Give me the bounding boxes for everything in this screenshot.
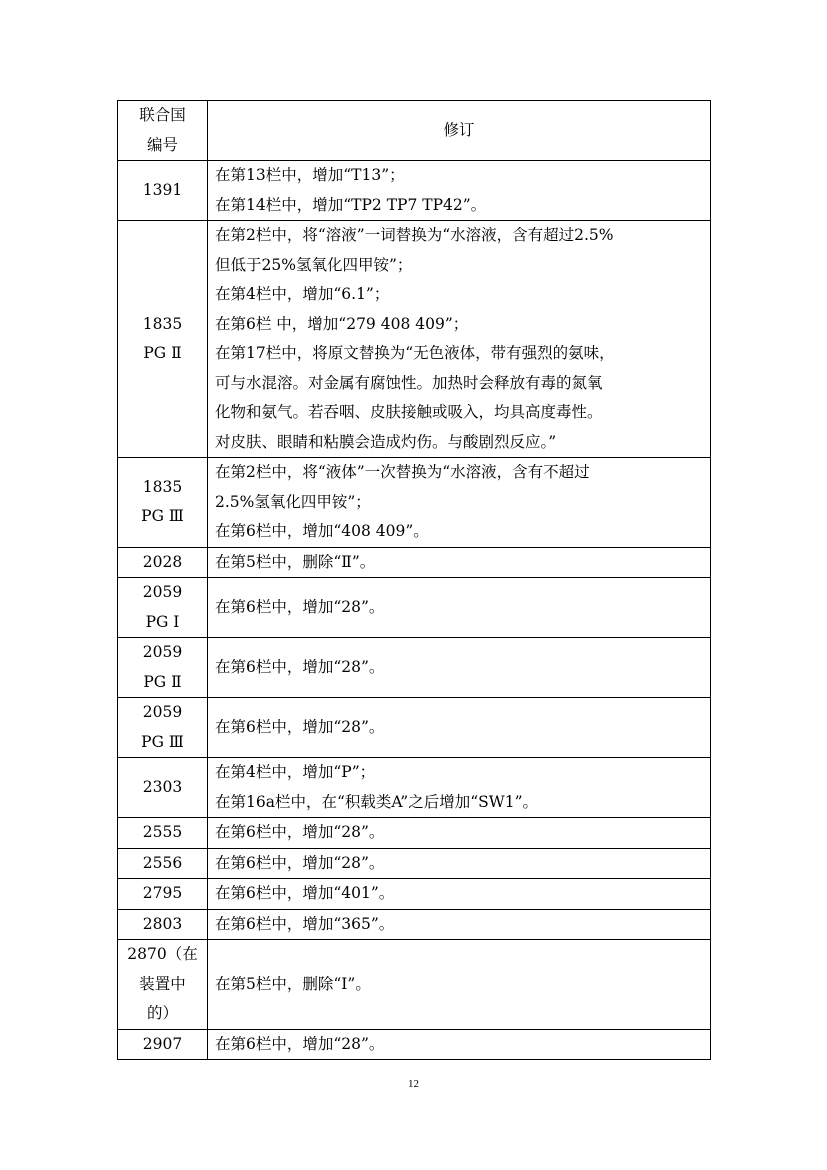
revision-line: 在第6栏 中，增加“279 408 409”； <box>215 314 469 333</box>
revision-line: 在第6栏中，增加“365”。 <box>215 914 395 933</box>
revision-cell <box>208 879 711 910</box>
un-number-line: 1391 <box>142 180 183 199</box>
revision-line: 在第6栏中，增加“408 409”。 <box>215 522 429 540</box>
un-number-cell <box>118 698 208 758</box>
un-number-line: 2870（在 <box>127 945 198 963</box>
un-number-cell <box>118 458 208 548</box>
revision-line: 在第5栏中，删除“Ⅱ”。 <box>215 552 376 571</box>
table-row <box>118 458 711 548</box>
un-number-line: 2907 <box>142 1034 183 1053</box>
revision-line: 在第2栏中，将“溶液”一词替换为“水溶液，含有超过2.5% <box>215 226 614 244</box>
header-revision: 修订 <box>208 101 711 161</box>
un-number-line: PG Ⅲ <box>141 732 184 751</box>
un-number-line: 的） <box>146 1004 178 1022</box>
un-number-cell <box>118 879 208 910</box>
revision-line: 在第14栏中，增加“TP2 TP7 TP42”。 <box>215 195 487 214</box>
table-row <box>118 818 711 849</box>
revision-cell <box>208 1029 711 1060</box>
revision-cell <box>208 458 711 548</box>
revision-cell <box>208 221 711 458</box>
un-number-cell <box>118 638 208 698</box>
table-row <box>118 1029 711 1060</box>
un-number-line: 2303 <box>142 777 183 796</box>
un-number-cell <box>118 221 208 458</box>
revision-line: 在第5栏中，删除“Ⅰ”。 <box>215 974 371 993</box>
page-number: 12 <box>408 1078 419 1090</box>
revision-cell <box>208 818 711 849</box>
table-row <box>118 940 711 1030</box>
table-row <box>118 909 711 940</box>
un-number-line: 2028 <box>142 552 183 571</box>
table-row <box>118 698 711 758</box>
revision-line: 在第6栏中，增加“28”。 <box>215 1034 385 1053</box>
un-number-line: 2059 <box>142 583 183 601</box>
revision-line: 在第6栏中，增加“28”。 <box>215 717 385 736</box>
un-number-line: 1835 <box>142 314 183 333</box>
table-row <box>118 638 711 698</box>
revision-line: 对皮肤、眼睛和粘膜会造成灼伤。与酸剧烈反应。” <box>215 432 557 451</box>
revision-cell <box>208 940 711 1030</box>
table-row <box>118 161 711 221</box>
un-number-cell <box>118 1029 208 1060</box>
revision-line: 在第6栏中，增加“28”。 <box>215 657 385 676</box>
table-header-row <box>118 101 711 161</box>
revision-line: 在第17栏中，将原文替换为“无色液体，带有强烈的氨味， <box>215 344 615 362</box>
header-un-number-line: 联合国 <box>139 106 186 124</box>
revision-line: 在第6栏中，增加“28”。 <box>215 823 385 841</box>
table-row <box>118 547 711 578</box>
un-number-line: 2795 <box>142 884 183 902</box>
table-row <box>118 879 711 910</box>
revision-line: 在第2栏中，将“液体”一次替换为“水溶液，含有不超过 <box>215 463 590 481</box>
amendment-table <box>117 100 711 1060</box>
table-row <box>118 221 711 458</box>
revision-cell <box>208 698 711 758</box>
un-number-cell <box>118 161 208 221</box>
revision-cell <box>208 578 711 638</box>
un-number-line: PG Ⅰ <box>145 612 180 631</box>
revision-line: 在第6栏中，增加“28”。 <box>215 853 385 872</box>
revision-line: 在第6栏中，增加“28”。 <box>215 597 385 616</box>
header-un-number <box>118 101 208 161</box>
revision-cell <box>208 547 711 578</box>
un-number-cell <box>118 909 208 940</box>
revision-line: 在第6栏中，增加“401”。 <box>215 884 395 902</box>
un-number-line: 1835 <box>142 477 183 496</box>
un-number-cell <box>118 547 208 578</box>
revision-line: 但低于25%氢氧化四甲铵”； <box>215 255 413 274</box>
un-number-line: 装置中 <box>139 974 186 993</box>
un-number-cell <box>118 818 208 849</box>
un-number-line: 2059 <box>142 643 183 661</box>
revision-cell <box>208 909 711 940</box>
revision-cell <box>208 758 711 818</box>
revision-line: 化物和氨气。若吞咽、皮肤接触或吸入，均具高度毒性。 <box>215 403 603 421</box>
table-row <box>118 578 711 638</box>
un-number-line: 2803 <box>142 914 183 933</box>
table-body <box>118 161 711 1060</box>
un-number-line: PG Ⅱ <box>143 344 182 362</box>
revision-cell <box>208 848 711 879</box>
un-number-cell <box>118 848 208 879</box>
revision-line: 在第13栏中，增加“T13”； <box>215 166 405 184</box>
un-number-cell <box>118 940 208 1030</box>
un-number-line: 2556 <box>142 853 183 872</box>
revision-line: 在第16a栏中，在“积载类A”之后增加“SW1”。 <box>215 792 538 811</box>
un-number-line: PG Ⅲ <box>141 507 184 526</box>
table-row <box>118 758 711 818</box>
revision-line: 可与水混溶。对金属有腐蚀性。加热时会释放有毒的氮氧 <box>215 373 603 392</box>
un-number-line: 2059 <box>142 703 183 721</box>
revision-line: 2.5%氢氧化四甲铵”； <box>215 492 371 511</box>
un-number-line: PG Ⅱ <box>143 672 182 691</box>
revision-cell <box>208 161 711 221</box>
table-row <box>118 848 711 879</box>
revision-line: 在第4栏中，增加“P”； <box>215 763 376 781</box>
un-number-cell <box>118 578 208 638</box>
un-number-line: 2555 <box>142 823 183 841</box>
un-number-cell <box>118 758 208 818</box>
header-un-number-line: 编号 <box>146 135 178 154</box>
revision-cell <box>208 638 711 698</box>
revision-line: 在第4栏中，增加“6.1”； <box>215 285 390 303</box>
